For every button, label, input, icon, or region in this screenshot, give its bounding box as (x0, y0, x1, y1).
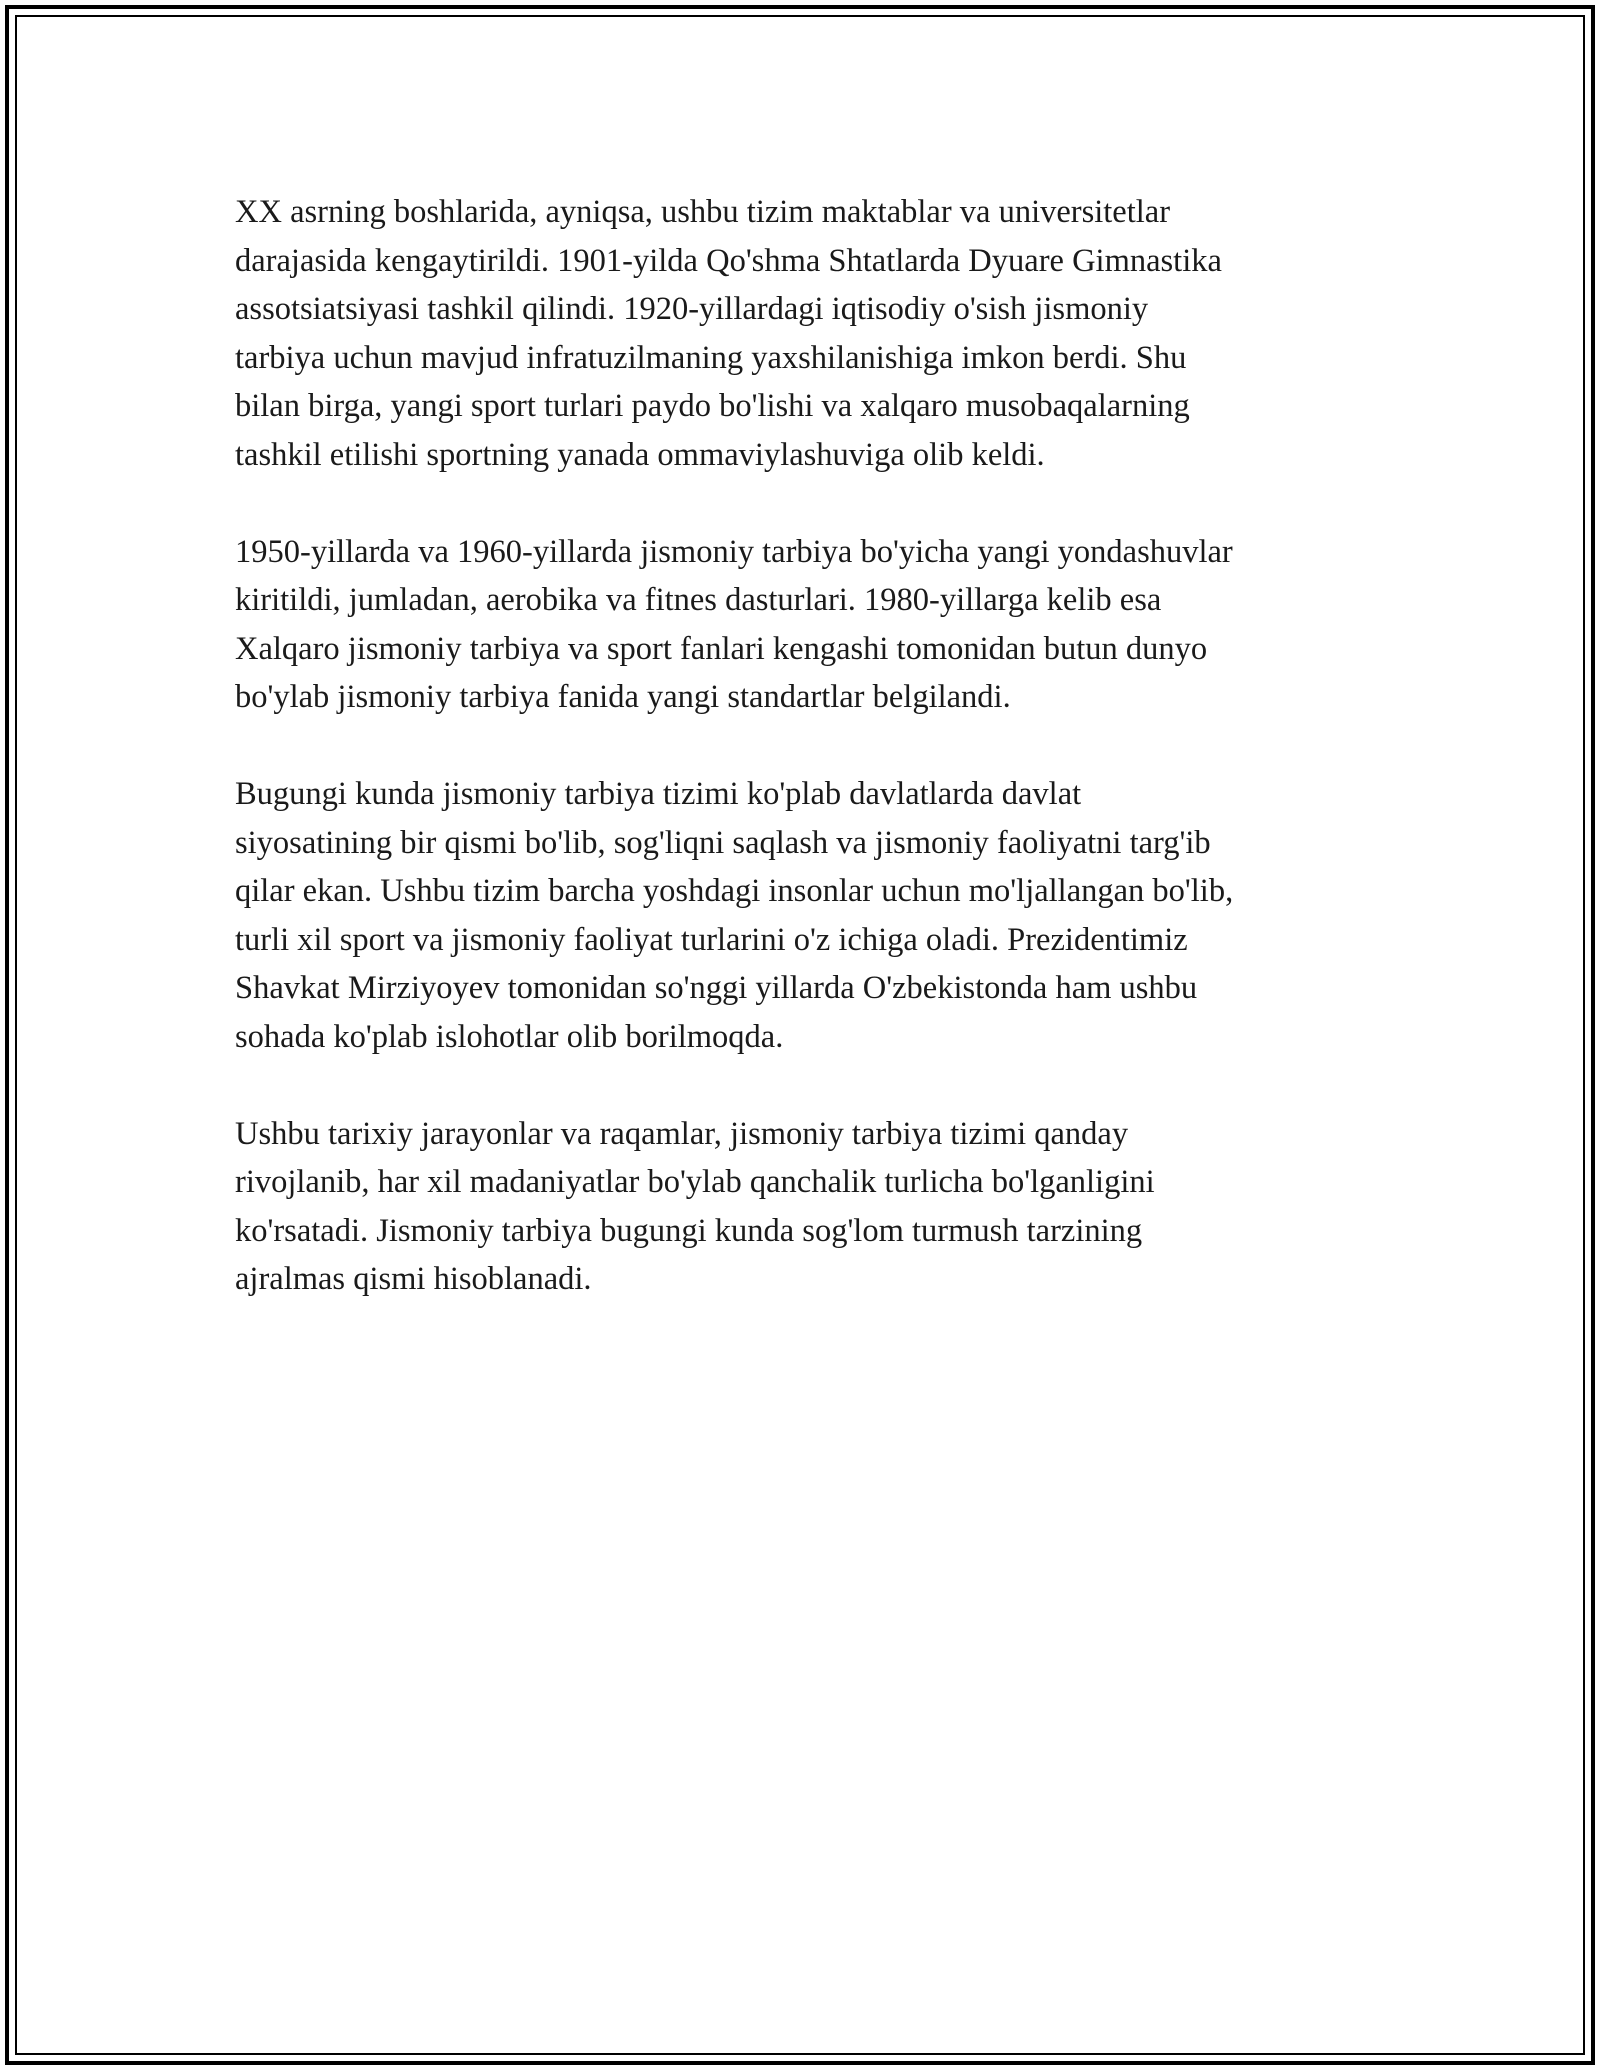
paragraph-3: Bugungi kunda jismoniy tarbiya tizimi ko'plab davlatlarda davlat siyosatining bir qismi bo'lib, sog'liqni saqlash va jismoniy faoliyatni targ'ib qilar ekan. Ushbu tizim barcha yoshdagi insonlar uchun mo'ljallangan bo'lib, turli xil sport va jismoniy faoliyat turlarini o'z ichiga oladi. Prezidentimiz Shavkat Mirziyoyev tomonidan so'nggi yillarda O'zbekistonda ham ushbu sohada ko'plab islohotlar olib borilmoqda. (235, 776, 1234, 1055)
document-body (235, 188, 1375, 1352)
paragraph-1: XX asrning boshlarida, ayniqsa, ushbu tizim maktablar va universitetlar darajasida kengaytirildi. 1901-yilda Qo'shma Shtatlarda Dyuare Gimnastika assotsiatsiyasi tashkil qilindi. 1920-yillardagi iqtisodiy o'sish jismoniy tarbiya uchun mavjud infratuzilmaning yaxshilanishiga imkon berdi. Shu bilan birga, yangi sport turlari paydo bo'lishi va xalqaro musobaqalarning tashkil etilishi sportning yanada ommaviylashuviga olib keldi. (235, 194, 1222, 473)
paragraph-2: 1950-yillarda va 1960-yillarda jismoniy tarbiya bo'yicha yangi yondashuvlar kiritildi, jumladan, aerobika va fitnes dasturlari. 1980-yillarga kelib esa Xalqaro jismoniy tarbiya va sport fanlari kengashi tomonidan butun dunyo bo'ylab jismoniy tarbiya fanida yangi standartlar belgilandi. (235, 533, 1233, 715)
paragraph-4: Ushbu tarixiy jarayonlar va raqamlar, jismoniy tarbiya tizimi qanday rivojlanib, har xil madaniyatlar bo'ylab qanchalik turlicha bo'lganligini ko'rsatadi. Jismoniy tarbiya bugungi kunda sog'lom turmush tarzining ajralmas qismi hisoblanadi. (235, 1115, 1155, 1297)
